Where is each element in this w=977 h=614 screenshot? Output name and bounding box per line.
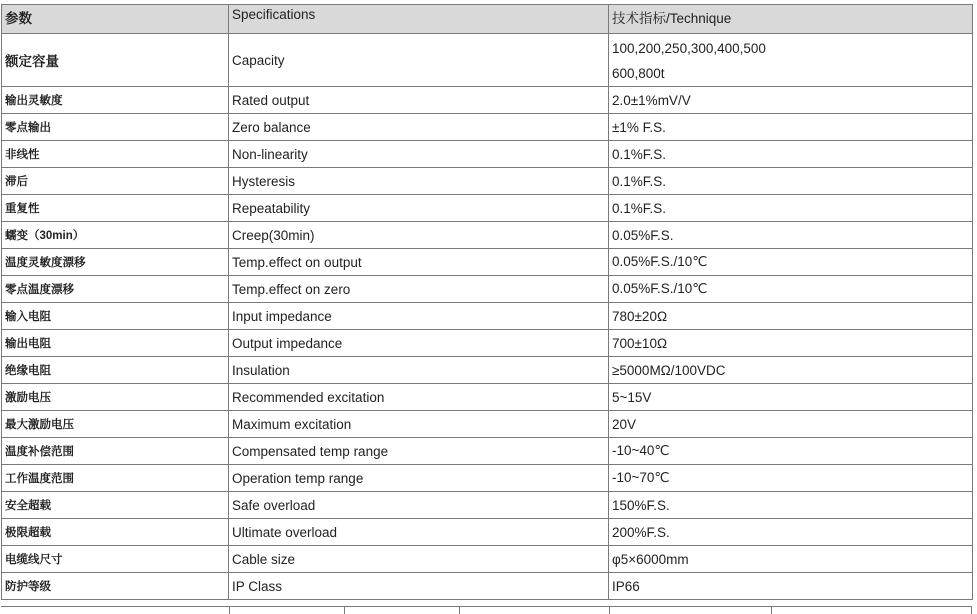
spec-table-body	[2, 5, 973, 600]
spec-value: 5~15V	[609, 384, 973, 411]
spec-en: Input impedance	[229, 303, 609, 330]
spec-en: Cable size	[229, 546, 609, 573]
param-cn: 电缆线尺寸	[2, 546, 229, 573]
param-cn: 绝缘电阻	[2, 357, 229, 384]
spec-en: Recommended excitation	[229, 384, 609, 411]
spec-en: Operation temp range	[229, 465, 609, 492]
table-row	[2, 330, 973, 357]
spec-en: Creep(30min)	[229, 222, 609, 249]
spec-value: -10~70℃	[609, 465, 973, 492]
spec-value: ≥5000MΩ/100VDC	[609, 357, 973, 384]
spec-en: Repeatability	[229, 195, 609, 222]
header-spec: Specifications	[229, 5, 609, 34]
spec-value: 0.05%F.S./10℃	[609, 249, 973, 276]
spec-en: Temp.effect on output	[229, 249, 609, 276]
spec-value: IP66	[609, 573, 973, 600]
param-cn: 安全超载	[2, 492, 229, 519]
spec-en: Hysteresis	[229, 168, 609, 195]
header-technique: 技术指标/Technique	[609, 5, 973, 34]
capacity-en: Capacity	[229, 34, 609, 87]
param-cn: 零点输出	[2, 114, 229, 141]
param-cn: 最大激励电压	[2, 411, 229, 438]
spec-value: 780±20Ω	[609, 303, 973, 330]
table-row	[2, 222, 973, 249]
spec-en: Zero balance	[229, 114, 609, 141]
header-param: 参数	[2, 5, 229, 34]
capacity-cn: 额定容量	[2, 34, 229, 87]
param-cn: 滞后	[2, 168, 229, 195]
param-cn: 非线性	[2, 141, 229, 168]
spec-en: Safe overload	[229, 492, 609, 519]
table-row	[2, 303, 973, 330]
spec-value: 0.05%F.S./10℃	[609, 276, 973, 303]
table-row	[2, 465, 973, 492]
spec-value: φ5×6000mm	[609, 546, 973, 573]
param-cn: 工作温度范围	[2, 465, 229, 492]
param-cn: 防护等级	[2, 573, 229, 600]
spec-en: Non-linearity	[229, 141, 609, 168]
param-cn: 输出电阻	[2, 330, 229, 357]
spec-value: 200%F.S.	[609, 519, 973, 546]
table-row	[2, 249, 973, 276]
spec-value: 700±10Ω	[609, 330, 973, 357]
table-row	[2, 357, 973, 384]
spec-en: Output impedance	[229, 330, 609, 357]
header-row	[2, 5, 973, 34]
table-row	[2, 573, 973, 600]
param-cn: 蠕变（30min）	[2, 222, 229, 249]
capacity-value-line2: 600,800t	[612, 66, 665, 81]
param-cn: 零点温度漂移	[2, 276, 229, 303]
param-cn: 激励电压	[2, 384, 229, 411]
spec-en: Temp.effect on zero	[229, 276, 609, 303]
spec-value: 0.1%F.S.	[609, 141, 973, 168]
table-row	[2, 546, 973, 573]
param-cn: 重复性	[2, 195, 229, 222]
spec-en: Ultimate overload	[229, 519, 609, 546]
capacity-value	[609, 34, 973, 87]
spec-value: 0.1%F.S.	[609, 195, 973, 222]
capacity-value-line1: 100,200,250,300,400,500	[612, 41, 766, 56]
capacity-row	[2, 34, 973, 87]
spec-en: Insulation	[229, 357, 609, 384]
table-row	[2, 114, 973, 141]
table-row	[2, 276, 973, 303]
spec-value: 0.05%F.S.	[609, 222, 973, 249]
spec-value: 0.1%F.S.	[609, 168, 973, 195]
table-row	[2, 168, 973, 195]
table-row	[2, 492, 973, 519]
table-row	[2, 438, 973, 465]
param-cn: 温度补偿范围	[2, 438, 229, 465]
spec-value: 2.0±1%mV/V	[609, 87, 973, 114]
spec-en: Rated output	[229, 87, 609, 114]
table-row	[2, 384, 973, 411]
spec-en: IP Class	[229, 573, 609, 600]
table-row	[2, 519, 973, 546]
spec-value: ±1% F.S.	[609, 114, 973, 141]
spec-en: Compensated temp range	[229, 438, 609, 465]
table-row	[2, 87, 973, 114]
param-cn: 温度灵敏度漂移	[2, 249, 229, 276]
param-cn: 极限超载	[2, 519, 229, 546]
spec-value: 20V	[609, 411, 973, 438]
param-cn: 输出灵敏度	[2, 87, 229, 114]
table-row	[2, 141, 973, 168]
table-row	[2, 195, 973, 222]
spec-value: -10~40℃	[609, 438, 973, 465]
param-cn: 输入电阻	[2, 303, 229, 330]
spec-table	[1, 4, 973, 600]
spec-value: 150%F.S.	[609, 492, 973, 519]
table-row	[2, 411, 973, 438]
spec-en: Maximum excitation	[229, 411, 609, 438]
